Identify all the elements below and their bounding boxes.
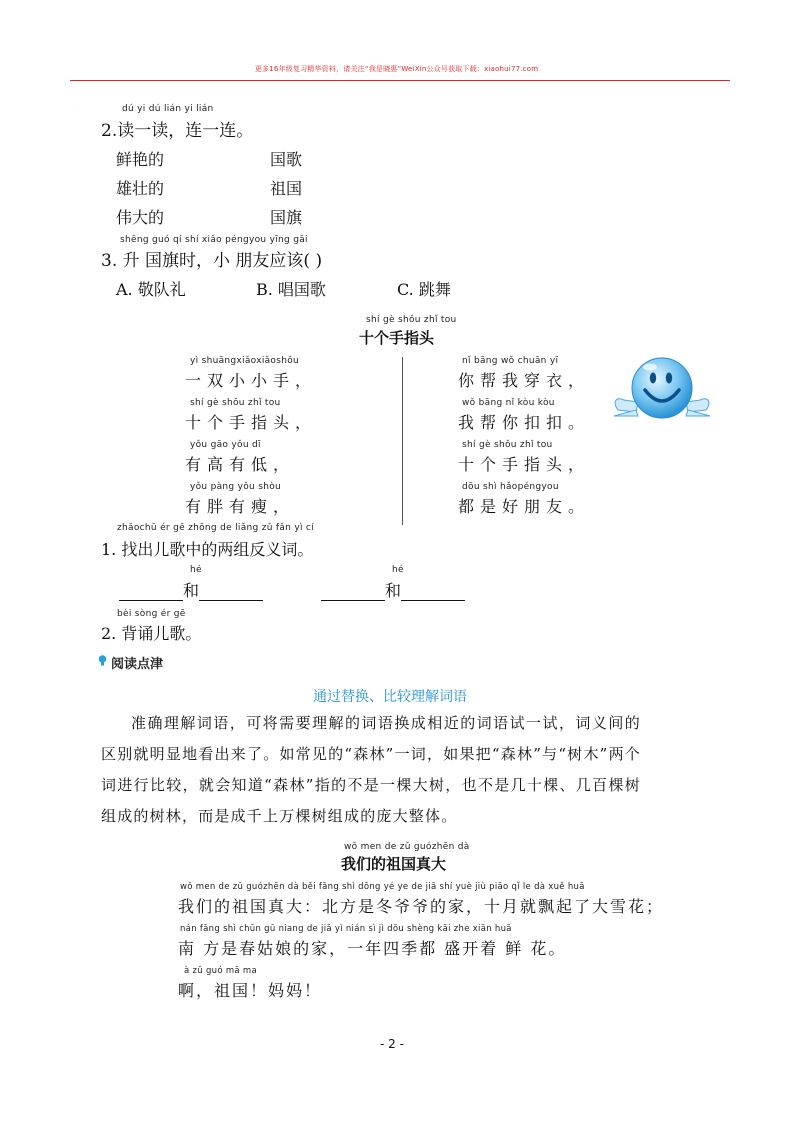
task1-he-2: 和 [385, 581, 402, 600]
task1-pinyin: zhǎochū ér gē zhōng de liǎng zǔ fǎn yì cí [117, 523, 314, 533]
antonym-blank-1[interactable] [119, 586, 183, 601]
bulb-icon [98, 655, 107, 666]
poem2-line-1: 我们的祖国真大：北方是冬爷爷的家，十月就飘起了大雪花； [178, 897, 665, 916]
poem2-pinyin-2: nán fāng shì chūn gū niang de jiā yì nián sì jì dōu shèng kāi zhe xiān huā [180, 924, 512, 934]
q2-pinyin: dú yi dú lián yi lián [122, 104, 214, 114]
poem1-left-line-3: 有高有低， [185, 455, 296, 474]
poem1-left-pinyin-1: yì shuāngxiǎoxiǎoshǒu [190, 356, 300, 366]
poem2-pinyin-3: à zǔ guó mā ma [184, 966, 258, 976]
task2-pinyin: bèi sòng ér gē [117, 609, 186, 619]
poem1-left-pinyin-4: yǒu pàng yǒu shòu [190, 482, 282, 492]
task1-he-pinyin-1: hé [190, 565, 202, 575]
poem1-right-line-3: 十个手指头， [458, 455, 591, 474]
q3-option-c: C. 跳舞 [397, 280, 451, 299]
poem1-column-divider [402, 357, 403, 525]
q2-title: 2.读一读，连一连。 [101, 121, 254, 141]
header-divider [70, 80, 730, 81]
task1-title: 1. 找出儿歌中的两组反义词。 [101, 540, 314, 559]
poem1-left-line-4: 有胖有瘦， [185, 497, 296, 516]
poem1-right-line-1: 你帮我穿衣， [458, 371, 591, 390]
q3-pinyin: shēng guó qí shí xiǎo péngyou yīng gāi [120, 235, 308, 245]
q2-left-2: 雄壮的 [116, 179, 165, 198]
poem1-title: 十个手指头 [359, 329, 435, 347]
task1-answer-row-1 [119, 578, 263, 601]
header-note: 更多16年级复习精华资料，请关注“我是晓惠”WeiXin公众号获取下载：xiaohui77.com [254, 65, 539, 73]
poem2-pinyin-1: wǒ men de zǔ guózhēn dà běi fāng shì dōng yé ye de jiā shí yuè jiù piāo qǐ le dà xuě huā [180, 882, 585, 892]
antonym-blank-4[interactable] [401, 586, 465, 601]
task2-title: 2. 背诵儿歌。 [101, 624, 202, 643]
task1-answer-row-2 [321, 578, 465, 601]
poem1-title-pinyin: shí gè shǒu zhǐ tou [366, 315, 457, 325]
q2-left-1: 鲜艳的 [116, 150, 165, 169]
task1-he-1: 和 [183, 581, 200, 600]
q2-right-2: 祖国 [270, 179, 303, 198]
poem2-title-pinyin: wǒ men de zǔ guózhēn dà [344, 842, 470, 852]
poem1-left-pinyin-3: yǒu gāo yǒu dī [190, 440, 261, 450]
poem1-left-pinyin-2: shí gè shǒu zhǐ tou [190, 398, 281, 408]
antonym-blank-3[interactable] [321, 586, 385, 601]
poem2-title: 我们的祖国真大 [341, 855, 447, 873]
poem1-right-line-4: 都是好朋友。 [458, 497, 591, 516]
poem1-left-line-1: 一双小小手， [185, 371, 318, 390]
tip-title: 通过替换、比较理解词语 [313, 689, 467, 705]
q3-option-a: A. 敬队礼 [116, 280, 186, 299]
antonym-blank-2[interactable] [199, 586, 263, 601]
poem2-line-3: 啊，祖国！妈妈！ [178, 981, 323, 1000]
poem1-right-line-2: 我帮你扣扣。 [458, 413, 591, 432]
poem1-right-pinyin-1: nǐ bāng wǒ chuān yī [462, 356, 559, 366]
q3-title: 3. 升 国旗时，小 朋友应该( ) [101, 251, 323, 271]
poem1-left-line-2: 十个手指头， [185, 413, 318, 432]
smiley-hand-illustration [612, 350, 712, 430]
poem1-right-pinyin-2: wǒ bāng nǐ kòu kòu [462, 398, 555, 408]
poem2-line-2: 南 方是春姑娘的家，一年四季都 盛开着 鲜 花。 [178, 939, 567, 958]
task1-he-pinyin-2: hé [392, 565, 404, 575]
q2-left-3: 伟大的 [116, 208, 165, 227]
q3-option-b: B. 唱国歌 [256, 280, 326, 299]
section-label: 阅读点津 [111, 657, 164, 672]
poem1-right-pinyin-3: shí gè shǒu zhǐ tou [462, 440, 553, 450]
q2-right-3: 国旗 [270, 208, 303, 227]
q2-right-1: 国歌 [270, 150, 303, 169]
page-number: - 2 - [380, 1037, 404, 1051]
poem1-right-pinyin-4: dōu shì hǎopéngyou [462, 482, 559, 492]
tip-paragraph: 准确理解词语，可将需要理解的词语换成相近的词语试一试，词义间的区别就明显地看出来了。如常见的“森林”一词，如果把“森林”与“树木”两个词进行比较，就会知道“森林”指的不是一棵大树，也不是几十棵、几百棵树组成的树林，而是成千上万棵树组成的庞大整体。 [101, 714, 641, 825]
